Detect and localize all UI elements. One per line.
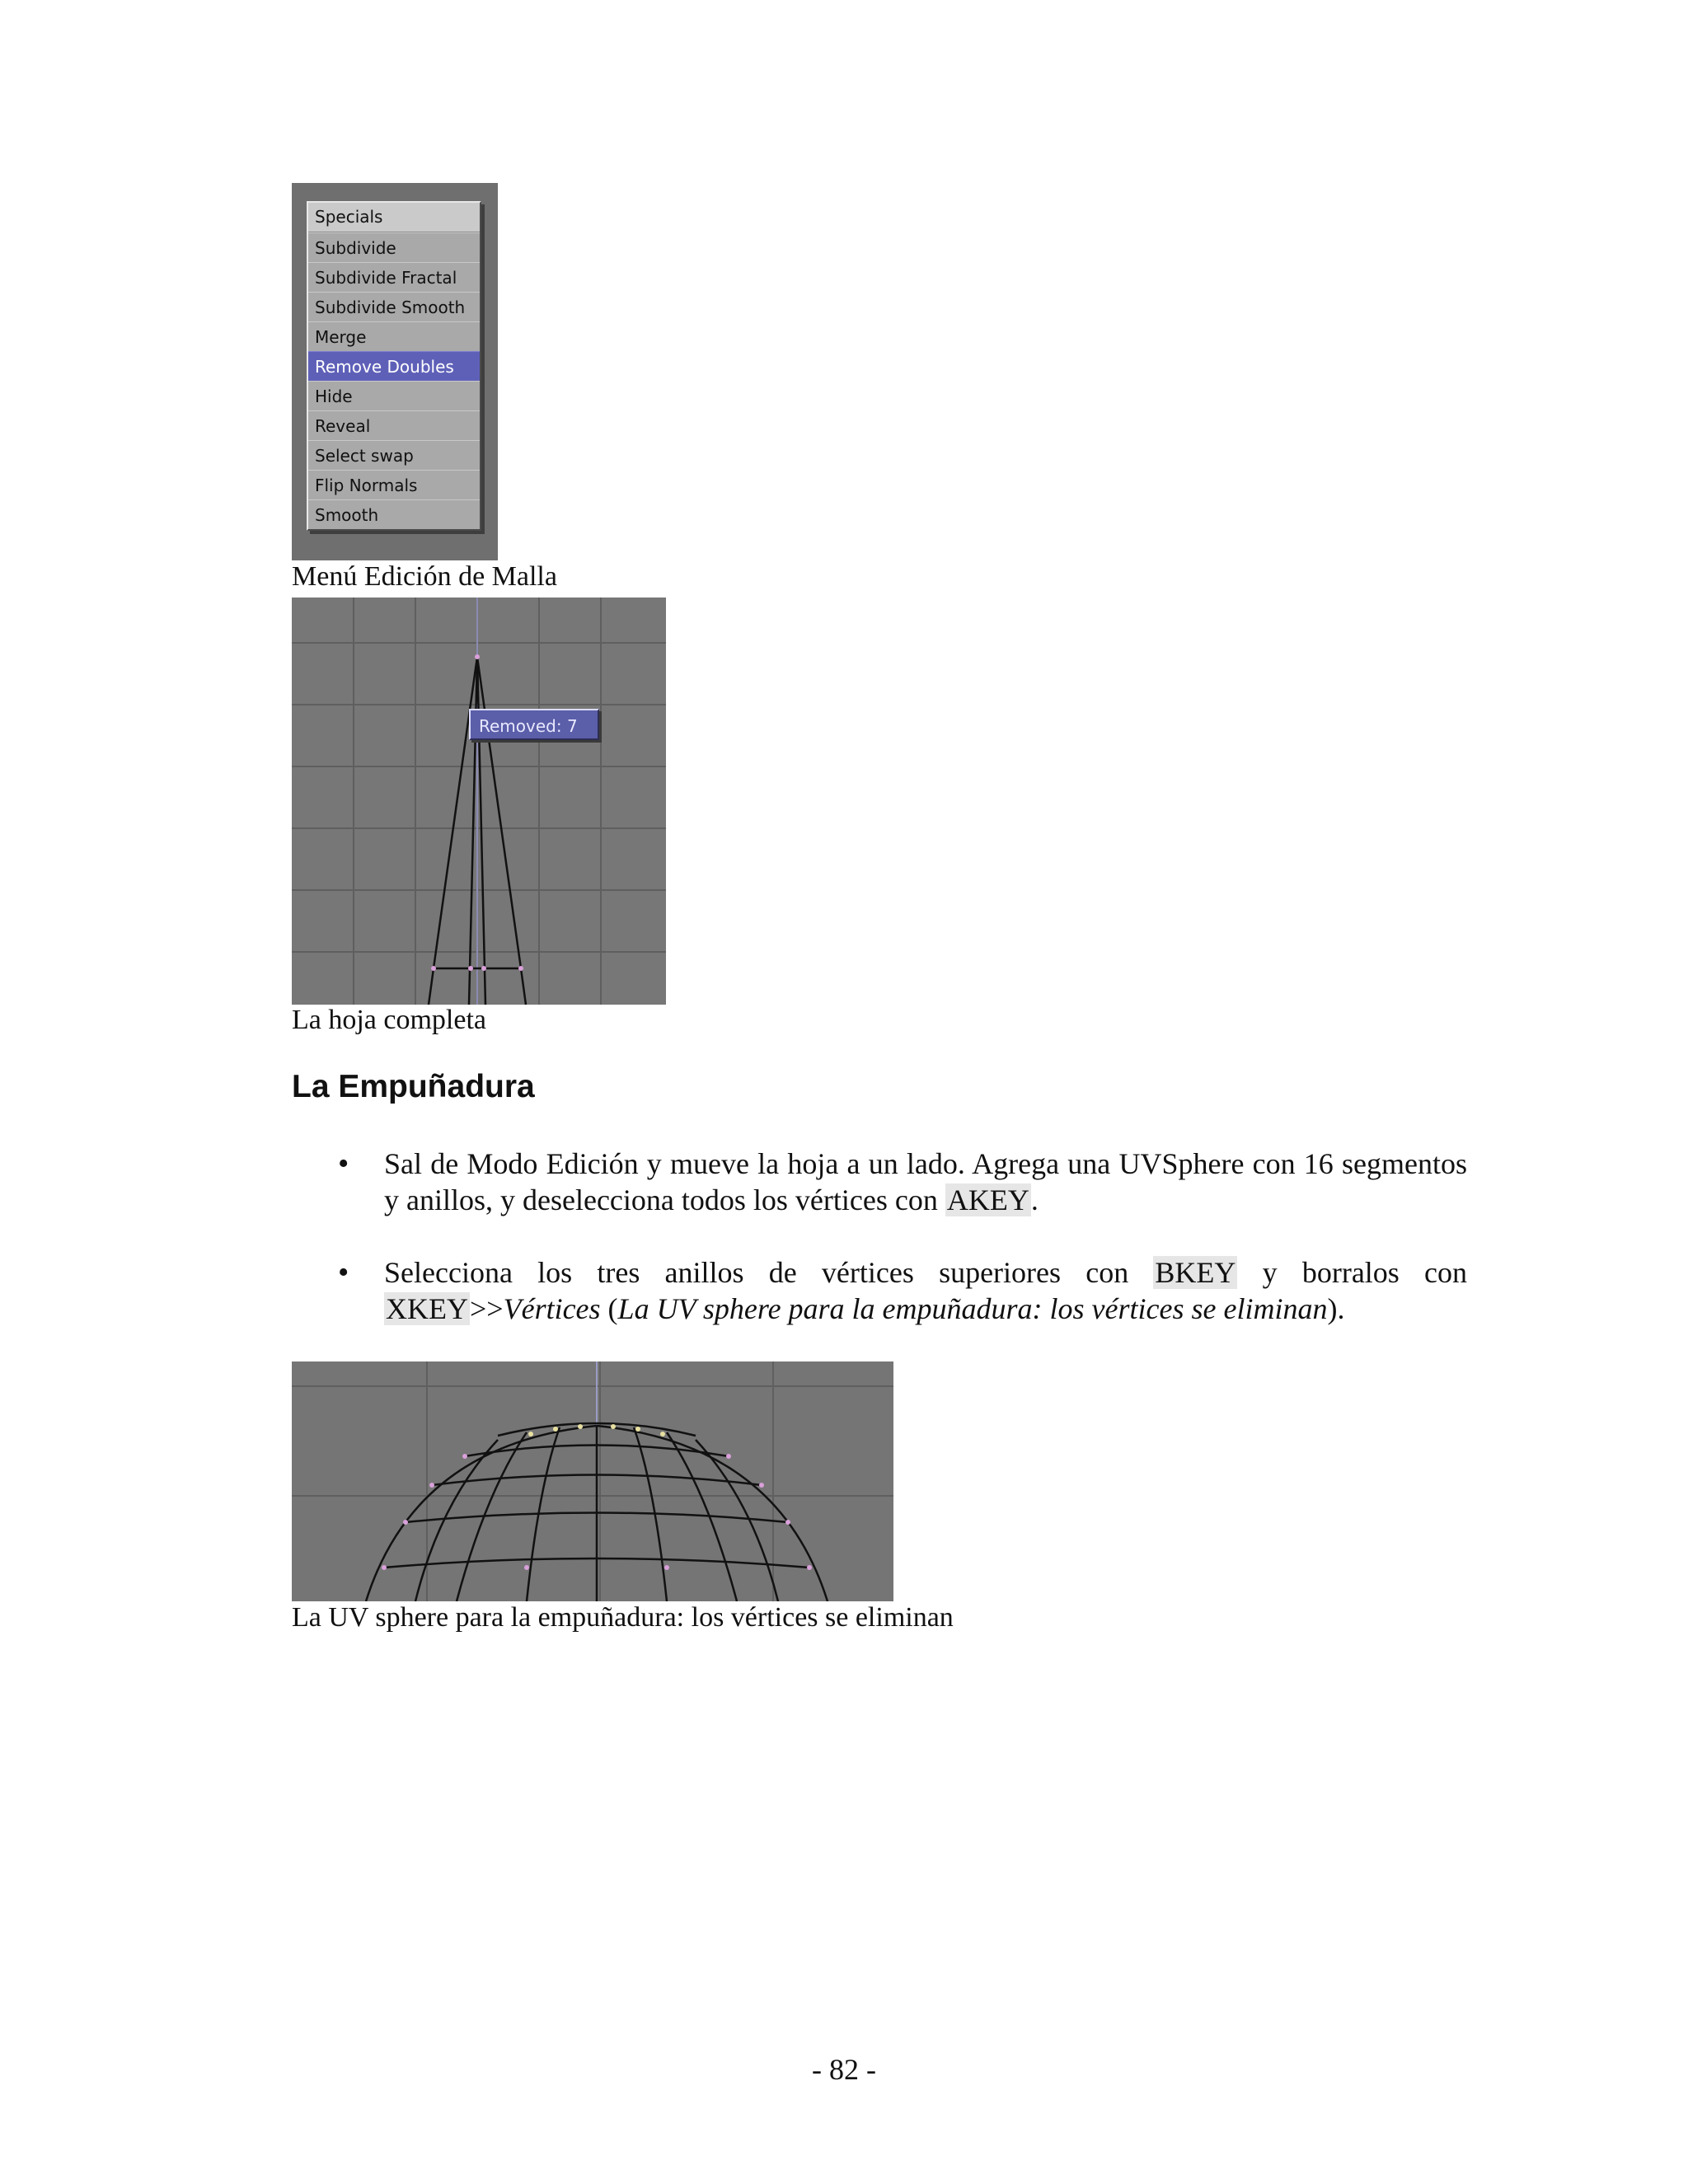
menu-title: Specials <box>308 203 480 232</box>
item2-text-c: >> <box>469 1292 504 1325</box>
menu-item-remove-doubles[interactable]: Remove Doubles <box>308 351 480 381</box>
menu-item-merge[interactable]: Merge <box>308 321 480 351</box>
item2-text-d: ( <box>600 1292 618 1325</box>
removed-popup: Removed: 7 <box>469 709 599 740</box>
page-number: - 82 - <box>812 2053 876 2086</box>
menu-item-flip-normals[interactable]: Flip Normals <box>308 470 480 499</box>
xkey-label: XKEY <box>386 1292 468 1325</box>
menu-item-subdivide-fractal[interactable]: Subdivide Fractal <box>308 262 480 292</box>
menu-item-subdivide-smooth[interactable]: Subdivide Smooth <box>308 292 480 321</box>
sphere-caption: La UV sphere para la empuñadura: los vértices se eliminan <box>292 1602 954 1633</box>
item2-italic-reference: La UV sphere para la empuñadura: los vértices se eliminan <box>617 1292 1328 1325</box>
list-item-1 <box>384 1146 1467 1218</box>
menu-item-subdivide[interactable]: Subdivide <box>308 232 480 262</box>
bullet-marker-2: • <box>338 1255 349 1290</box>
bullet-marker-1: • <box>338 1146 349 1181</box>
akey-label: AKEY <box>946 1183 1029 1216</box>
menu-item-smooth[interactable]: Smooth <box>308 499 480 529</box>
blade-wireframe <box>292 598 666 1005</box>
section-heading: La Empuñadura <box>292 1069 535 1104</box>
menu-item-select-swap[interactable]: Select swap <box>308 440 480 470</box>
bkey-label: BKEY <box>1155 1256 1236 1289</box>
item2-italic-vertices: Vértices <box>503 1292 601 1325</box>
item2-text-b: y borralos con <box>1237 1256 1467 1289</box>
specials-menu-screenshot <box>292 183 498 560</box>
blade-caption: La hoja completa <box>292 1005 487 1035</box>
menu-caption: Menú Edición de Malla <box>292 561 557 592</box>
item2-text-e: ). <box>1327 1292 1345 1325</box>
uv-sphere-wireframe <box>292 1361 893 1601</box>
item1-text: Sal de Modo Edición y mueve la hoja a un lado. Agrega una UVSphere con 16 segmentos y anillos, y deselecciona todos los vértices con <box>384 1147 1467 1216</box>
menu-item-hide[interactable]: Hide <box>308 381 480 410</box>
specials-menu <box>307 201 481 531</box>
blade-viewport <box>292 598 666 1005</box>
uv-sphere-viewport <box>292 1361 893 1601</box>
list-item-2 <box>384 1254 1467 1327</box>
menu-item-reveal[interactable]: Reveal <box>308 410 480 440</box>
item2-text-a: Selecciona los tres anillos de vértices superiores con <box>384 1256 1154 1289</box>
item1-end: . <box>1030 1183 1039 1216</box>
